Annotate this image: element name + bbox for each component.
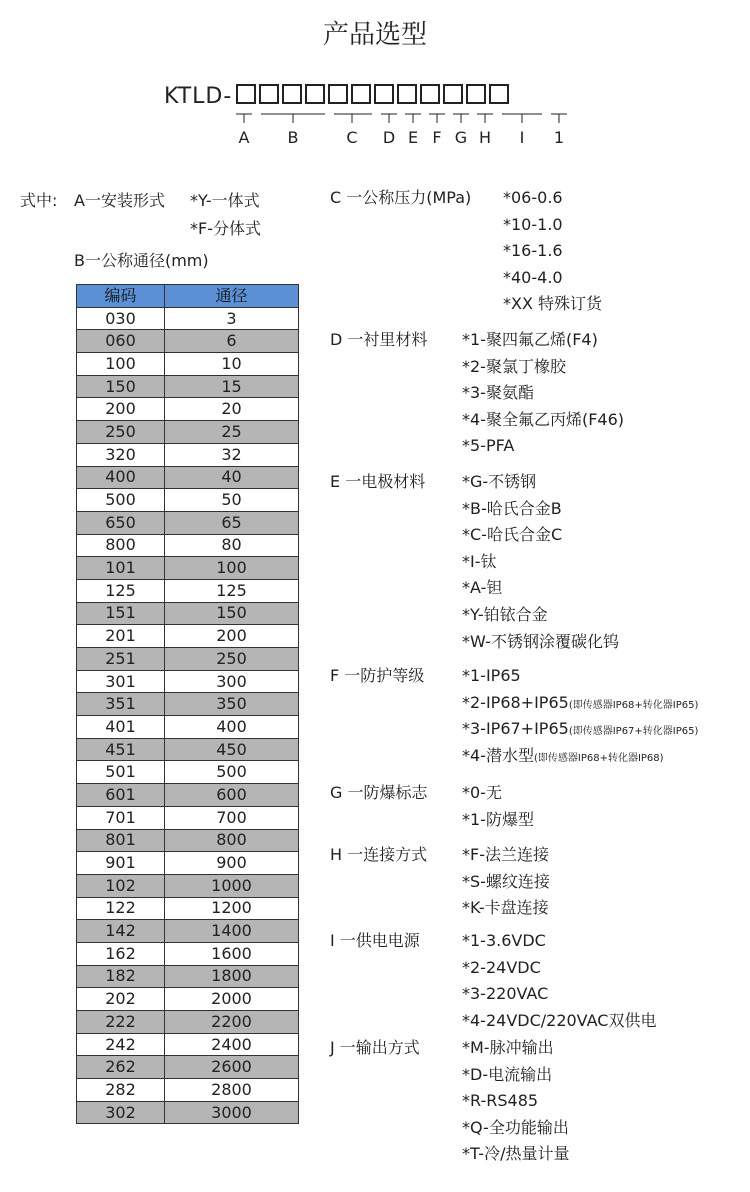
table-row: [77, 965, 299, 988]
section-e-option: *I-钛: [462, 551, 497, 571]
table-row: [77, 942, 299, 965]
table-cell-code: 201: [77, 625, 165, 648]
option-note: (即传感器IP68+转化器IP65): [568, 699, 699, 711]
table-cell-bore: 2000: [165, 988, 299, 1011]
table-cell-bore: 2600: [165, 1056, 299, 1079]
table-row: [77, 716, 299, 739]
table-cell-bore: 40: [165, 466, 299, 489]
code-box: [466, 84, 486, 104]
table-cell-code: 250: [77, 421, 165, 444]
table-cell-bore: 25: [165, 421, 299, 444]
table-cell-bore: 600: [165, 784, 299, 807]
table-header-code: 编码: [77, 285, 165, 308]
table-row: [77, 852, 299, 875]
table-cell-code: 262: [77, 1056, 165, 1079]
code-letter-i: I: [519, 128, 525, 147]
table-cell-code: 500: [77, 489, 165, 512]
table-cell-bore: 2400: [165, 1033, 299, 1056]
table-cell-bore: 3000: [165, 1101, 299, 1124]
code-box: [236, 84, 256, 104]
table-cell-code: 030: [77, 307, 165, 330]
table-cell-bore: 450: [165, 738, 299, 761]
table-row: [77, 920, 299, 943]
formula-label: 式中:: [20, 191, 58, 210]
table-cell-bore: 1000: [165, 874, 299, 897]
table-cell-bore: 1200: [165, 897, 299, 920]
section-c-option: *10-1.0: [503, 214, 563, 234]
table-row: [77, 579, 299, 602]
section-e-option: *A-钽: [462, 578, 503, 598]
table-row: [77, 534, 299, 557]
table-cell-code: 351: [77, 693, 165, 716]
section-j-option: *D-电流输出: [462, 1064, 553, 1084]
table-cell-bore: 20: [165, 398, 299, 421]
table-row: [77, 511, 299, 534]
table-cell-bore: 700: [165, 806, 299, 829]
section-b-title: B一公称通径(mm): [74, 251, 209, 270]
table-cell-bore: 80: [165, 534, 299, 557]
code-letter-1: 1: [553, 128, 565, 147]
table-cell-code: 501: [77, 761, 165, 784]
option-main: *1-IP65: [462, 666, 521, 685]
table-row: [77, 988, 299, 1011]
section-i-option: *1-3.6VDC: [462, 931, 546, 950]
table-cell-code: 101: [77, 557, 165, 580]
table-cell-code: 182: [77, 965, 165, 988]
table-cell-bore: 50: [165, 489, 299, 512]
code-box: [282, 84, 302, 104]
option-note: (即传感器IP67+转化器IP65): [568, 726, 699, 738]
table-cell-bore: 10: [165, 353, 299, 376]
section-j-title: J 一输出方式: [330, 1038, 420, 1057]
option-note: (即传感器IP68+转化器IP68): [533, 752, 664, 764]
table-cell-bore: 350: [165, 693, 299, 716]
table-cell-bore: 3: [165, 307, 299, 330]
option-main: *3-IP67+IP65: [462, 719, 569, 739]
code-box: [443, 84, 463, 104]
table-cell-bore: 6: [165, 330, 299, 353]
table-row: [77, 1079, 299, 1102]
table-cell-code: 451: [77, 738, 165, 761]
table-cell-bore: 800: [165, 829, 299, 852]
section-h-option: *F-法兰连接: [462, 845, 549, 864]
section-c-option: *16-1.6: [503, 241, 563, 261]
table-cell-bore: 32: [165, 443, 299, 466]
section-e-option: *Y-铂铱合金: [462, 605, 548, 624]
code-box: [374, 84, 394, 104]
section-e-option: *B-哈氏合金B: [462, 498, 562, 518]
table-row: [77, 1011, 299, 1034]
code-letter-a: A: [238, 128, 250, 147]
section-f-option: [462, 719, 698, 742]
table-row: [77, 761, 299, 784]
section-d-option: *2-聚氯丁橡胶: [462, 356, 566, 376]
table-cell-code: 162: [77, 942, 165, 965]
code-box: [328, 84, 348, 104]
table-row: [77, 693, 299, 716]
table-cell-code: 122: [77, 897, 165, 920]
section-g-title: G 一防爆标志: [330, 783, 428, 802]
code-box: [397, 84, 417, 104]
table-cell-bore: 65: [165, 511, 299, 534]
table-cell-bore: 15: [165, 375, 299, 398]
code-letter-g: G: [454, 128, 468, 147]
section-j-option: *Q-全功能输出: [462, 1117, 569, 1137]
table-row: [77, 648, 299, 671]
section-g-option: *0-无: [462, 783, 502, 802]
table-row: [77, 874, 299, 897]
table-cell-code: 901: [77, 852, 165, 875]
section-d-option: *1-聚四氟乙烯(F4): [462, 330, 598, 349]
table-cell-code: 150: [77, 375, 165, 398]
table-cell-code: 100: [77, 353, 165, 376]
section-a-option: *Y-一体式: [190, 191, 260, 210]
table-cell-code: 102: [77, 874, 165, 897]
table-cell-bore: 125: [165, 579, 299, 602]
table-cell-bore: 1400: [165, 920, 299, 943]
option-main: *2-IP68+IP65: [462, 692, 569, 712]
code-letter-f: F: [432, 128, 442, 147]
table-row: [77, 829, 299, 852]
section-f-option: [462, 746, 664, 769]
section-h-title: H 一连接方式: [330, 845, 428, 864]
section-e-title: E 一电极材料: [330, 472, 426, 491]
model-code-boxes: [233, 84, 509, 108]
code-box: [351, 84, 371, 104]
table-row: [77, 353, 299, 376]
section-c-option: *XX 特殊订货: [503, 294, 603, 314]
table-cell-bore: 2200: [165, 1011, 299, 1034]
table-row: [77, 1056, 299, 1079]
table-cell-code: 400: [77, 466, 165, 489]
table-cell-code: 650: [77, 511, 165, 534]
table-cell-bore: 200: [165, 625, 299, 648]
section-j-option: *R-RS485: [462, 1091, 539, 1111]
page-title: 产品选型: [322, 20, 427, 50]
code-letter-c: C: [346, 128, 358, 147]
table-cell-code: 320: [77, 443, 165, 466]
table-cell-code: 142: [77, 920, 165, 943]
section-g-option: *1-防爆型: [462, 809, 534, 829]
section-a-title: A一安装形式: [74, 191, 165, 210]
table-row: [77, 625, 299, 648]
section-c-option: *06-0.6: [503, 188, 563, 207]
section-i-option: *4-24VDC/220VAC双供电: [462, 1010, 657, 1030]
table-row: [77, 421, 299, 444]
section-f-option: [462, 666, 521, 689]
table-row: [77, 1101, 299, 1124]
table-row: [77, 443, 299, 466]
code-letter-d: D: [382, 128, 396, 147]
table-cell-bore: 900: [165, 852, 299, 875]
code-box: [305, 84, 325, 104]
table-cell-bore: 100: [165, 557, 299, 580]
table-cell-code: 125: [77, 579, 165, 602]
section-i-title: I 一供电电源: [330, 931, 420, 950]
bore-size-table: [76, 284, 299, 1124]
option-main: *4-潜水型: [462, 745, 534, 765]
table-row: [77, 806, 299, 829]
table-cell-bore: 2800: [165, 1079, 299, 1102]
table-cell-code: 801: [77, 829, 165, 852]
table-cell-bore: 1800: [165, 965, 299, 988]
table-cell-bore: 250: [165, 648, 299, 671]
table-row: [77, 489, 299, 512]
section-d-option: *3-聚氨酯: [462, 383, 534, 403]
table-row: [77, 738, 299, 761]
code-box: [489, 84, 509, 104]
table-cell-code: 800: [77, 534, 165, 557]
code-box: [259, 84, 279, 104]
section-j-option: *T-冷/热量计量: [462, 1144, 570, 1164]
table-row: [77, 670, 299, 693]
table-cell-code: 251: [77, 648, 165, 671]
table-cell-bore: 400: [165, 716, 299, 739]
table-row: [77, 602, 299, 625]
table-row: [77, 557, 299, 580]
section-d-title: D 一衬里材料: [330, 330, 428, 349]
code-letter-e: E: [407, 128, 419, 147]
section-h-option: *S-螺纹连接: [462, 871, 550, 891]
section-h-option: *K-卡盘连接: [462, 898, 549, 918]
section-d-option: *4-聚全氟乙丙烯(F46): [462, 409, 625, 429]
table-row: [77, 330, 299, 353]
section-f-option: [462, 693, 698, 716]
code-box: [420, 84, 440, 104]
section-e-option: *W-不锈钢涂覆碳化钨: [462, 631, 619, 651]
table-row: [77, 466, 299, 489]
table-row: [77, 375, 299, 398]
code-letter-h: H: [478, 128, 492, 147]
table-cell-bore: 300: [165, 670, 299, 693]
model-code: [164, 82, 509, 110]
table-cell-code: 701: [77, 806, 165, 829]
section-a-option: *F-分体式: [190, 219, 261, 238]
code-letter-b: B: [287, 128, 299, 147]
section-d-option: *5-PFA: [462, 436, 515, 456]
table-cell-code: 302: [77, 1101, 165, 1124]
table-header-bore: 通径: [165, 285, 299, 308]
section-j-option: *M-脉冲输出: [462, 1038, 554, 1057]
section-e-option: *C-哈氏合金C: [462, 525, 563, 545]
table-row: [77, 307, 299, 330]
table-row: [77, 398, 299, 421]
table-cell-code: 202: [77, 988, 165, 1011]
table-cell-code: 242: [77, 1033, 165, 1056]
section-e-option: *G-不锈钢: [462, 472, 537, 491]
table-row: [77, 784, 299, 807]
table-cell-code: 282: [77, 1079, 165, 1102]
table-cell-code: 601: [77, 784, 165, 807]
model-prefix: KTLD-: [164, 83, 233, 109]
table-row: [77, 1033, 299, 1056]
section-c-title: C 一公称压力(MPa): [330, 188, 472, 207]
section-i-option: *2-24VDC: [462, 957, 541, 977]
table-cell-code: 060: [77, 330, 165, 353]
code-position-markers: [0, 108, 750, 128]
table-cell-code: 222: [77, 1011, 165, 1034]
table-cell-bore: 150: [165, 602, 299, 625]
section-i-option: *3-220VAC: [462, 984, 549, 1004]
table-cell-code: 401: [77, 716, 165, 739]
table-cell-code: 151: [77, 602, 165, 625]
section-c-option: *40-4.0: [503, 267, 563, 287]
table-cell-bore: 500: [165, 761, 299, 784]
table-cell-code: 301: [77, 670, 165, 693]
table-row: [77, 897, 299, 920]
section-f-title: F 一防护等级: [330, 666, 425, 685]
table-cell-bore: 1600: [165, 942, 299, 965]
table-cell-code: 200: [77, 398, 165, 421]
